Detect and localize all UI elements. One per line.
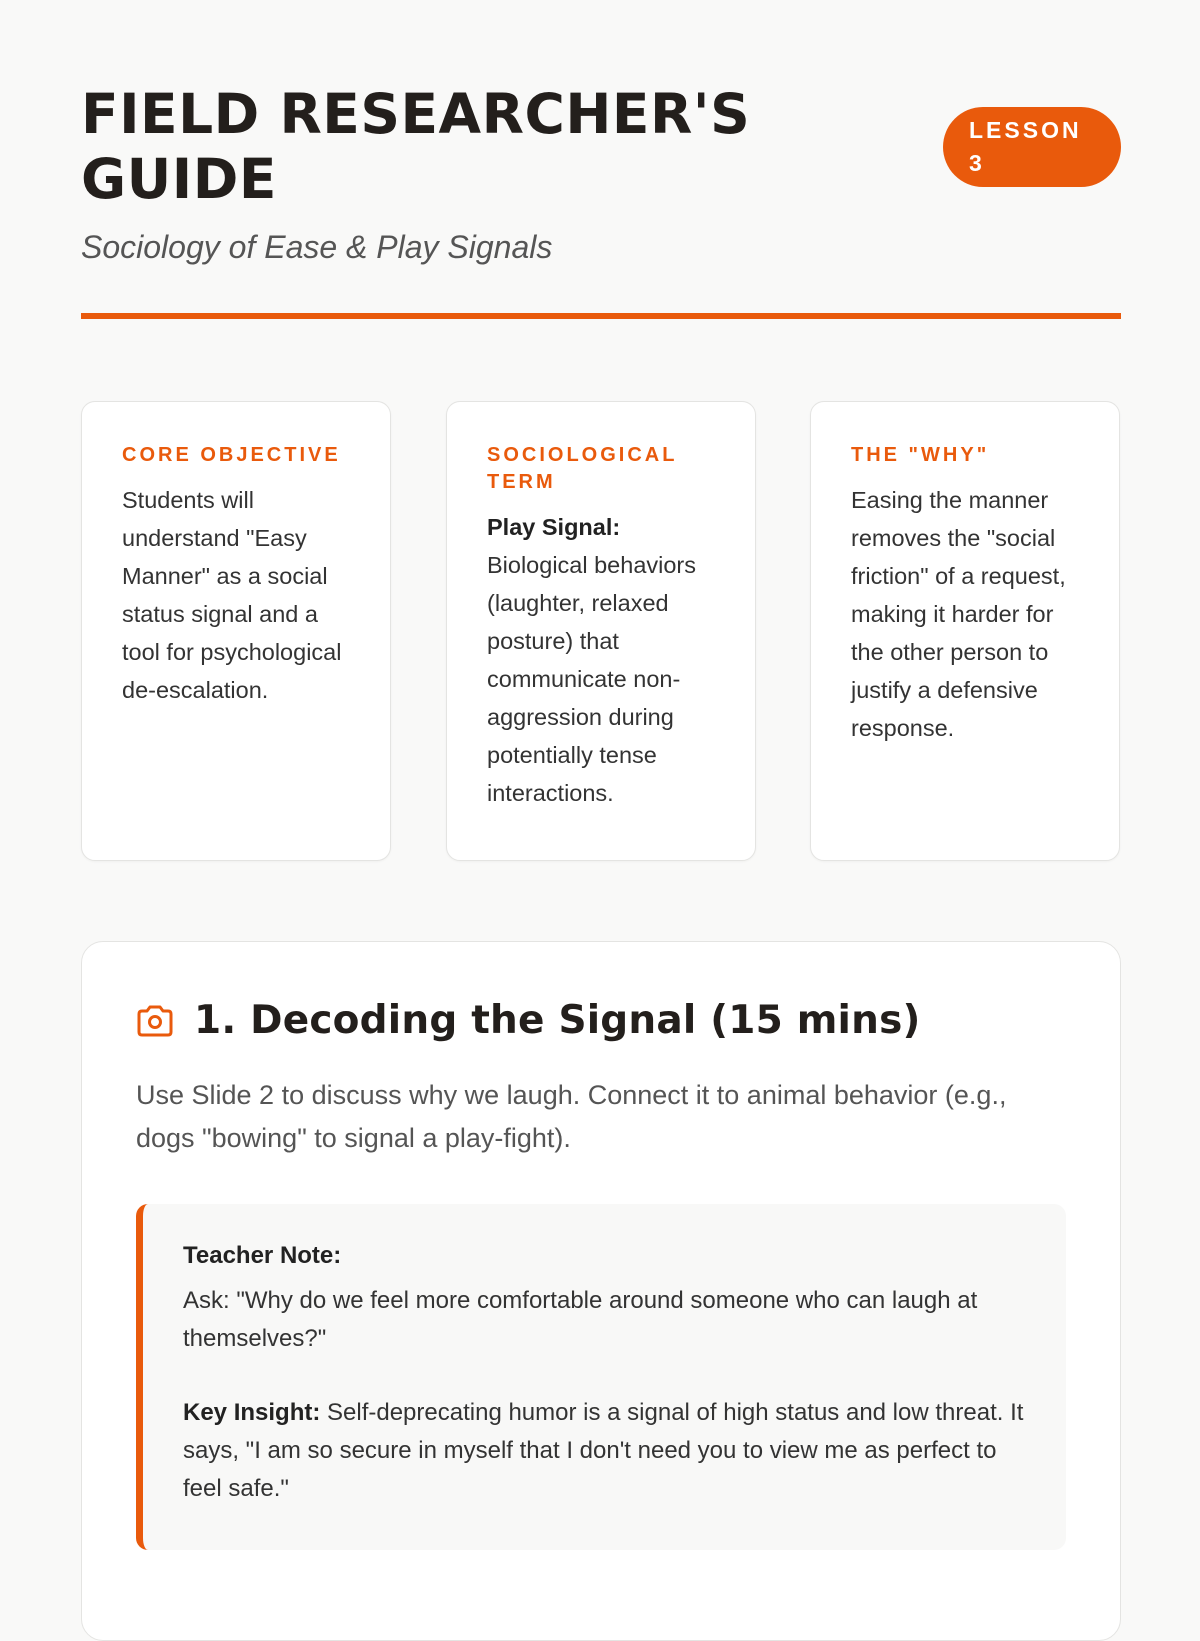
lesson-badge-label: LESSON	[969, 117, 1082, 143]
section-title: 1. Decoding the Signal (15 mins)	[194, 998, 921, 1043]
teacher-note-insight	[183, 1394, 1026, 1508]
card-body	[487, 508, 715, 812]
lesson-badge	[943, 107, 1121, 187]
camera-icon	[136, 1004, 174, 1038]
term-name: Play Signal:	[487, 514, 621, 540]
teacher-note-heading: Teacher Note:	[183, 1242, 342, 1269]
teacher-note	[136, 1204, 1066, 1550]
card-core-objective	[81, 401, 391, 861]
page-subtitle: Sociology of Ease & Play Signals	[81, 229, 553, 265]
lesson-page	[81, 0, 1121, 1502]
lesson-badge-number: 3	[969, 150, 985, 176]
page-title: FIELD RESEARCHER'S GUIDE	[81, 82, 751, 211]
section-header	[136, 998, 921, 1043]
card-label: THE "WHY"	[851, 444, 990, 466]
page-header	[81, 0, 1121, 322]
teacher-note-ask: Ask: "Why do we feel more comfortable around someone who can laugh at themselves?"	[183, 1287, 978, 1352]
header-divider	[81, 313, 1121, 319]
card-the-why	[810, 401, 1120, 861]
card-body: Easing the manner removes the "social friction" of a request, making it harder for the other person to justify a defensive response.	[851, 487, 1066, 741]
card-label: CORE OBJECTIVE	[122, 444, 341, 466]
activity-section	[81, 941, 1121, 1641]
summary-cards	[81, 401, 1121, 861]
key-insight-label: Key Insight:	[183, 1399, 321, 1426]
term-definition: Biological behaviors (laughter, relaxed posture) that communicate non-aggression during potentially tense interactions.	[487, 552, 697, 806]
section-body: Use Slide 2 to discuss why we laugh. Connect it to animal behavior (e.g., dogs "bowing" to signal a play-fight).	[136, 1080, 1007, 1153]
card-body: Students will understand "Easy Manner" as a social status signal and a tool for psychological de-escalation.	[122, 487, 342, 703]
key-insight-text: Self-deprecating humor is a signal of high status and low threat. It says, "I am so secure in myself that I don't need you to view me as perfect to feel safe."	[183, 1399, 1024, 1502]
card-sociological-term	[446, 401, 756, 861]
card-label: SOCIOLOGICAL TERM	[487, 444, 678, 493]
